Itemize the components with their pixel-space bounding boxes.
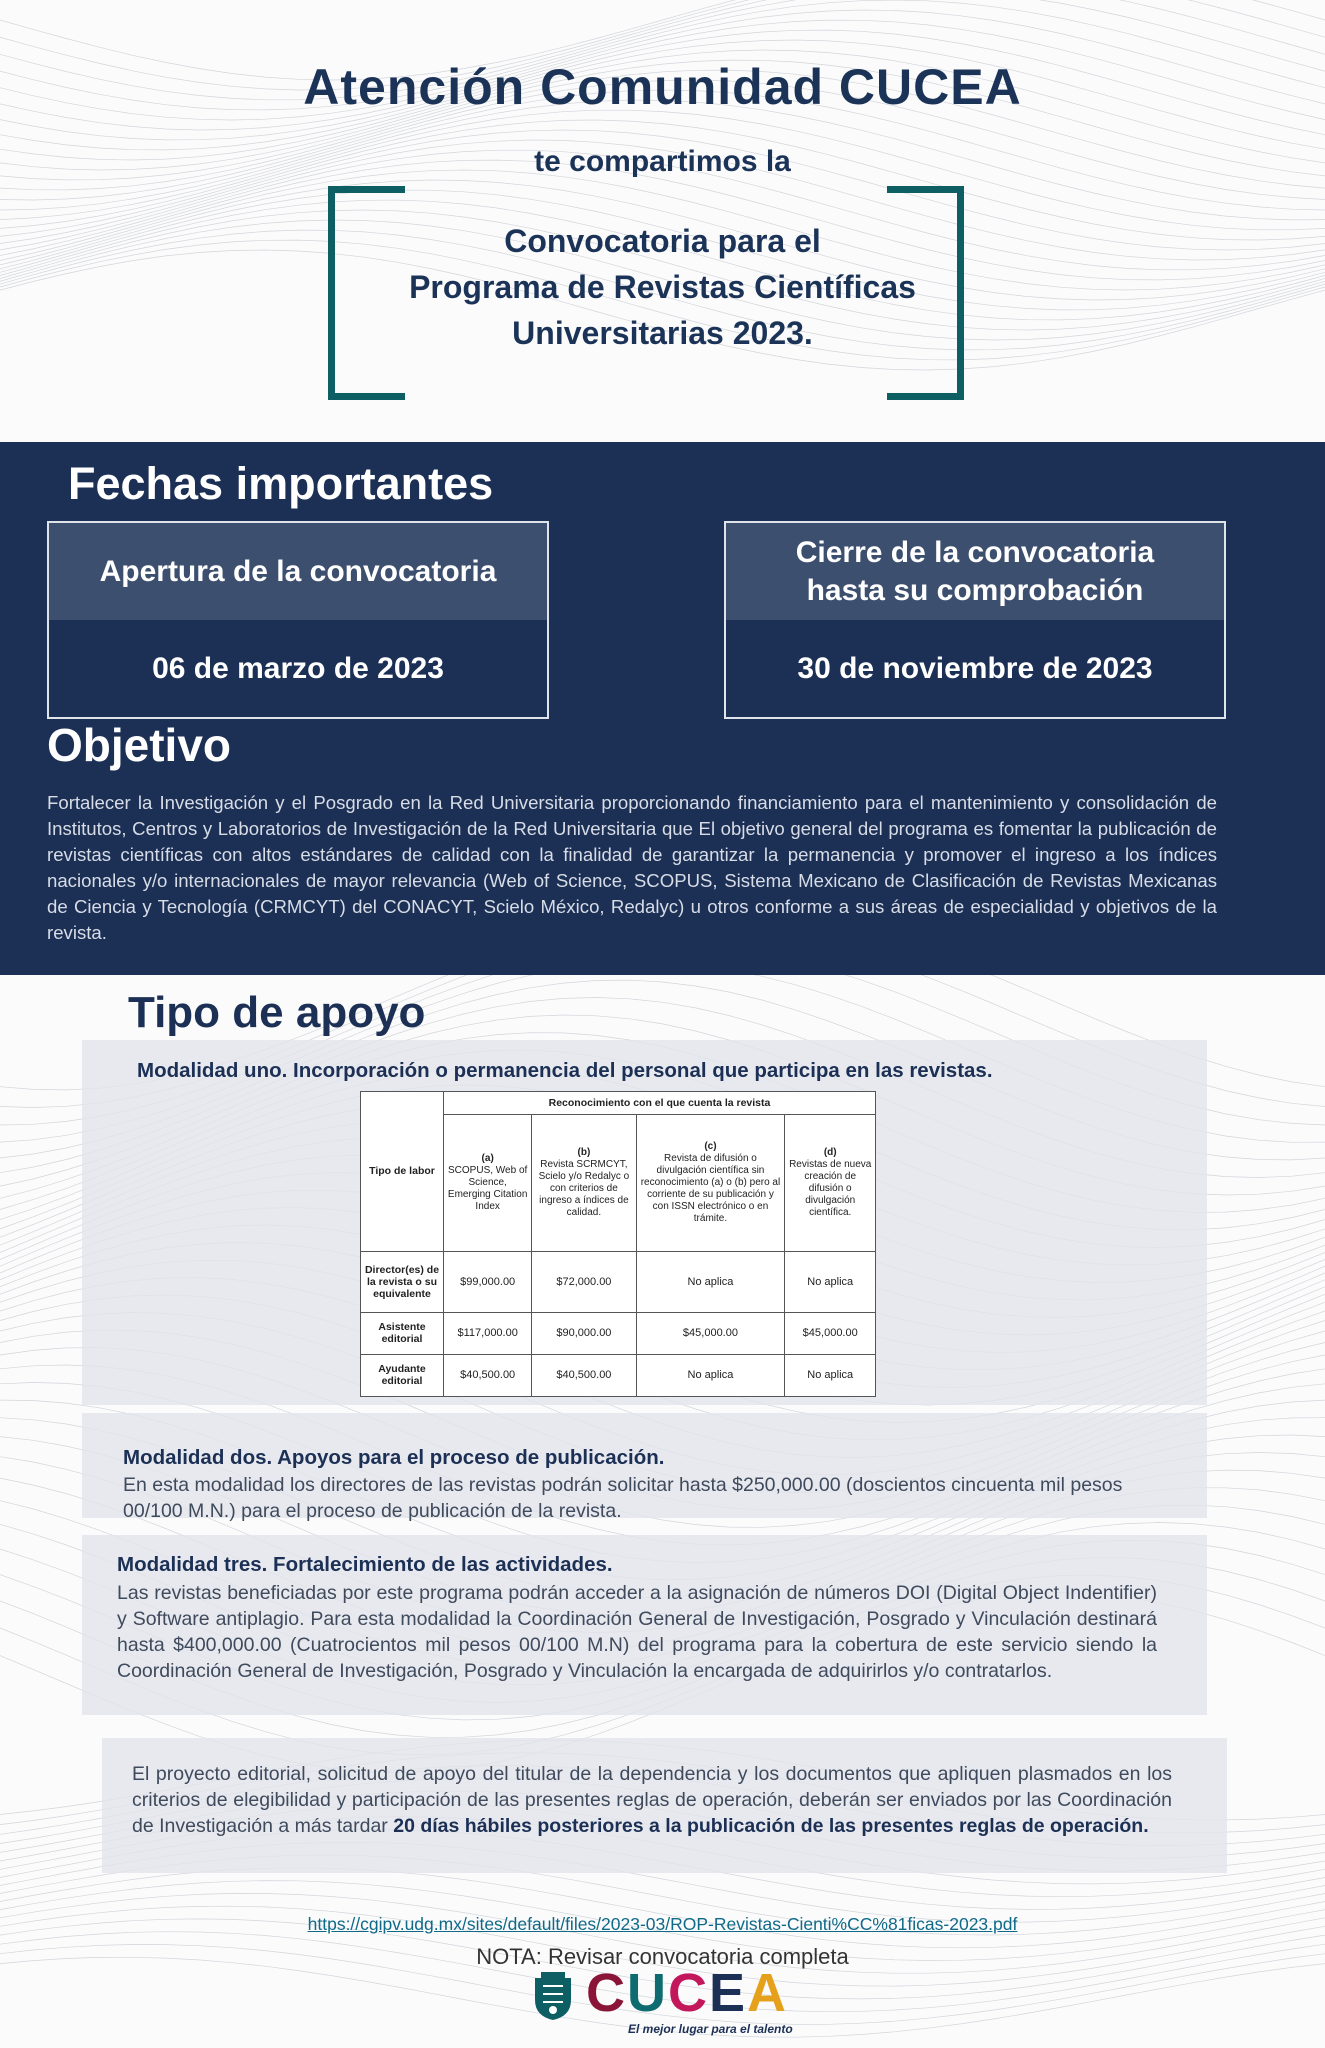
cierre-label-line-1: Cierre de la convocatoria — [795, 535, 1155, 569]
cierre-label — [726, 523, 1224, 620]
modalidad-dos-text: En esta modalidad los directores de las revistas podrán solicitar hasta $250,000.00 (doscientos cincuenta mil pesos 00/100 M.N.) para el proceso de publicación de la revista. — [123, 1474, 1123, 1522]
table-col-header-1 — [444, 1115, 532, 1251]
objetivo-heading: Objetivo — [47, 719, 232, 771]
logo-letter: C — [586, 1963, 627, 2023]
cierre-label-line-2: hasta su comprobación — [806, 573, 1144, 607]
table-col-header-4 — [785, 1115, 876, 1251]
modalidad-tres-heading: Modalidad tres. Fortalecimiento de las actividades. — [117, 1553, 613, 1576]
cierre-date: 30 de noviembre de 2023 — [797, 651, 1153, 685]
modalidad-dos-heading: Modalidad dos. Apoyos para el proceso de publicación. — [123, 1446, 665, 1469]
table-cell: No aplica — [636, 1251, 785, 1312]
col-letter: (c) — [704, 1140, 717, 1152]
table-cell: $40,500.00 — [444, 1354, 532, 1396]
logo-wordmark — [586, 1962, 788, 2024]
convocatoria-link[interactable]: https://cgipv.udg.mx/sites/default/files/2023-03/ROP-Revistas-Cienti%CC%81ficas-2023.pdf — [307, 1914, 1018, 1934]
udg-crest-icon — [531, 1970, 575, 2022]
table-col-header-3 — [636, 1115, 785, 1251]
modalidad-uno-heading: Modalidad uno. Incorporación o permanencia del personal que participa en las revistas. — [137, 1059, 993, 1082]
table-cell: $72,000.00 — [532, 1251, 636, 1312]
fechas-heading: Fechas importantes — [68, 458, 494, 509]
table-row — [361, 1354, 876, 1396]
table-row — [361, 1251, 876, 1312]
table-col-header-2 — [532, 1115, 636, 1251]
table-cell: $90,000.00 — [532, 1312, 636, 1354]
col-letter: (b) — [577, 1146, 591, 1158]
convocatoria-line-3: Universitarias 2023. — [512, 315, 813, 351]
table-row — [361, 1312, 876, 1354]
table-group-header: Reconocimiento con el que cuenta la revista — [444, 1092, 876, 1115]
convocatoria-line-1: Convocatoria para el — [504, 223, 821, 259]
apertura-box — [47, 521, 549, 719]
cucea-logo — [526, 1963, 796, 2042]
logo-letter: C — [668, 1963, 709, 2023]
apertura-label: Apertura de la convocatoria — [49, 523, 547, 620]
col-letter: (a) — [481, 1152, 494, 1164]
objetivo-text: Fortalecer la Investigación y el Posgrado en la Red Universitaria proporcionando financiamiento para el mantenimiento y consolidación de Institutos, Centros y Laboratorios de Investigación de la Red Universitaria que El objetivo general del programa es fomentar la publicación de revistas científicas con altos estándares de calidad con la finalidad de garantizar la permanencia y promover el ingreso a los índices nacionales y/o internacionales de mayor relevancia (Web of Science, SCOPUS, Sistema Mexicano de Clasificación de Revistas Mexicanas de Ciencia y Tecnología (CRMCYT) del CONACYT, Scielo México, Redalyc) u otros conforme a sus áreas de especialidad y objetivos de la revista. — [47, 792, 1217, 943]
page-title: Atención Comunidad CUCEA — [303, 59, 1022, 115]
apertura-date: 06 de marzo de 2023 — [152, 651, 444, 685]
table-cell: $45,000.00 — [785, 1312, 876, 1354]
table-cell: $99,000.00 — [444, 1251, 532, 1312]
table-cell: $117,000.00 — [444, 1312, 532, 1354]
modalidad-tres-text: Las revistas beneficiadas por este programa podrán acceder a la asignación de números DOI (Digital Object Indentifier) y Software antiplagio. Para esta modalidad la Coordinación General de Investigación, Posgrado y Vinculación destinará hasta $400,000.00 (Cuatrocientos mil pesos 00/100 M.N) del programa para la cobertura de este servicio siendo la Coordinación General de Investigación, Posgrado y Vinculación la encargada de adquirirlos y/o contratarlos. — [117, 1582, 1157, 1682]
table-cell: No aplica — [785, 1251, 876, 1312]
row-label: Director(es) de la revista o su equivalente — [361, 1251, 444, 1312]
logo-letter: U — [627, 1963, 668, 2023]
table-cell: $40,500.00 — [532, 1354, 636, 1396]
support-amounts-table — [360, 1091, 876, 1397]
table-cell: No aplica — [636, 1354, 785, 1396]
convocatoria-line-2: Programa de Revistas Científicas — [409, 269, 916, 305]
col-description: Revista SCRMCYT, Scielo y/o Redalyc o con criterios de ingreso a índices de calidad. — [538, 1158, 630, 1218]
convocatoria-title — [380, 218, 945, 356]
logo-letter: A — [747, 1963, 789, 2023]
subtitle: te compartimos la — [534, 145, 791, 178]
cierre-box — [724, 521, 1226, 719]
col-letter: (d) — [823, 1146, 837, 1158]
logo-tagline: El mejor lugar para el talento — [628, 2022, 793, 2036]
nota-text: NOTA: Revisar convocatoria completa — [476, 1944, 849, 1969]
col-description: SCOPUS, Web of Science, Emerging Citation Index — [447, 1164, 528, 1212]
col-description: Revista de difusión o divulgación científica sin reconocimiento (a) o (b) pero al corriente de su publicación y con ISSN electrónico o en trámite. — [640, 1152, 781, 1224]
col-description: Revistas de nueva creación de difusión o divulgación científica. — [789, 1158, 872, 1218]
logo-letter: E — [709, 1963, 748, 2023]
row-label: Ayudante editorial — [361, 1354, 444, 1396]
proyecto-text-bold: 20 días hábiles posteriores a la publicación de las presentes reglas de operación. — [393, 1815, 1149, 1837]
table-cell: No aplica — [785, 1354, 876, 1396]
proyecto-text-normal: El proyecto editorial, solicitud de apoyo del titular de la dependencia y los documentos que apliquen plasmados en los criterios de elegibilidad y participación de las presentes reglas de operación, deberán ser enviados por las Coordinación de Investigación a más tardar — [132, 1763, 1172, 1837]
table-row-header: Tipo de labor — [361, 1092, 444, 1252]
row-label: Asistente editorial — [361, 1312, 444, 1354]
tipo-apoyo-heading: Tipo de apoyo — [128, 988, 426, 1037]
proyecto-text — [132, 1761, 1172, 1839]
table-cell: $45,000.00 — [636, 1312, 785, 1354]
